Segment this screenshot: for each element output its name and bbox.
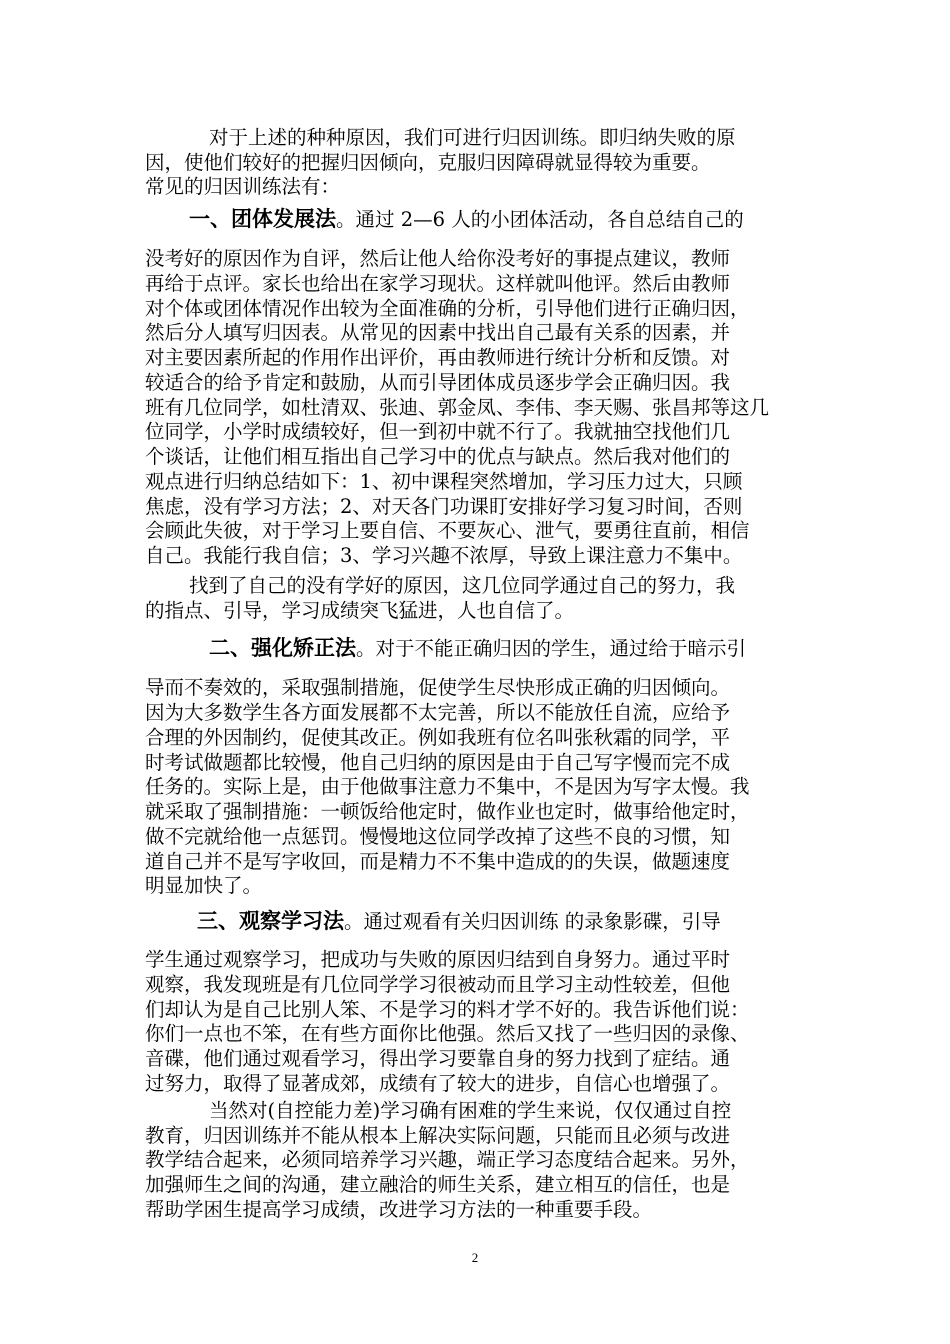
text-line: 过努力，取得了显著成郊，成绩有了较大的进步，自信心也增强了。 (145, 1072, 731, 1095)
section-heading: 三、观察学习法 (197, 909, 344, 933)
text-line: 常见的归因训练法有： (145, 175, 341, 198)
text-line: 道自己并不是写字收回，而是精力不不集中造成的的失误，做题速度 (145, 850, 731, 873)
section-2-first-line (209, 636, 746, 661)
text-line: 再给于点评。家长也给出在家学习现状。这样就叫他评。然后由教师 (145, 272, 731, 295)
text-line: 对于上述的种种原因，我们可进行归因训练。即归纳失败的原 (209, 126, 736, 149)
text-line: 对主要因素所起的作用作出评价，再由教师进行统计分析和反馈。对 (145, 346, 731, 369)
section-heading: 一、团体发展法 (189, 207, 336, 231)
text-line: 帮助学困生提高学习成绩，改进学习方法的一种重要手段。 (145, 1198, 653, 1221)
page-number: 2 (471, 1250, 479, 1265)
text-span: 。通过观看有关归因训练 的录象影碟，引导 (344, 910, 721, 933)
text-line: 导而不奏效的，采取强制措施，促使学生尽快形成正确的归因倾向。 (145, 676, 731, 699)
text-line: 观点进行归纳总结如下：1、初中课程突然增加，学习压力过大，只顾 (145, 470, 743, 493)
text-line: 观察，我发现班是有几位同学学习很被动而且学习主动性较差，但他 (145, 973, 731, 996)
text-line: 的指点、引导，学习成绩突飞猛进，人也自信了。 (145, 599, 575, 622)
text-line: 教育，归因训练并不能从根本上解决实际问题，只能而且必须与改进 (145, 1124, 731, 1147)
text-line: 做不完就给他一点惩罚。慢慢地这位同学改掉了这些不良的习惯，知 (145, 825, 731, 848)
text-line: 没考好的原因作为自评，然后让他人给你没考好的事提点建议，教师 (145, 247, 731, 270)
text-span: 。通过 2—6 人的小团体活动，各自总结自己的 (336, 208, 744, 231)
text-line: 自己。我能行我自信；3、学习兴趣不浓厚，导致上课注意力不集中。 (145, 544, 743, 567)
text-line: 较适合的给予肯定和鼓励，从而引导团体成员逐步学会正确归因。我 (145, 371, 731, 394)
text-line: 音碟，他们通过观看学习，得出学习要靠自身的努力找到了症结。通 (145, 1047, 731, 1070)
text-line: 时考试做题都比较慢，他自己归纳的原因是由于自己写字慢而完不成 (145, 751, 731, 774)
text-line: 明显加快了。 (145, 874, 263, 897)
text-line: 们却认为是自己比别人笨、不是学习的料才学不好的。我告诉他们说： (145, 998, 750, 1021)
text-line: 合理的外因制约，促使其改正。例如我班有位名叫张秋霜的同学，平 (145, 726, 731, 749)
text-line: 因，使他们较好的把握归因倾向，克服归因障碍就显得较为重要。 (145, 151, 711, 174)
text-line: 会顾此失彼，对于学习上要自信、不要灰心、泄气，要勇往直前，相信 (145, 519, 750, 542)
text-line: 然后分人填写归因表。从常见的因素中找出自己最有关系的因素，并 (145, 321, 731, 344)
text-line: 对个体或团体情况作出较为全面准确的分析，引导他们进行正确归因， (145, 297, 750, 320)
text-line: 找到了自己的没有学好的原因，这几位同学通过自己的努力，我 (189, 574, 736, 597)
section-3-first-line (197, 909, 721, 934)
section-1-first-line (189, 207, 744, 232)
text-line: 因为大多数学生各方面发展都不太完善，所以不能放任自流，应给予 (145, 701, 731, 724)
text-line: 学生通过观察学习，把成功与失败的原因归结到自身努力。通过平时 (145, 948, 731, 971)
text-line: 就采取了强制措施：一顿饭给他定时，做作业也定时，做事给他定时， (145, 800, 750, 823)
text-span: 。对于不能正确归因的学生，通过给于暗示引 (356, 637, 747, 660)
text-line: 任务的。实际上是，由于他做事注意力不集中，不是因为写字太慢。我 (145, 775, 750, 798)
text-line: 当然对(自控能力差)学习确有困难的学生来说，仅仅通过自控 (209, 1099, 732, 1122)
text-line: 位同学，小学时成绩较好，但一到初中就不行了。我就抽空找他们几 (145, 420, 731, 443)
text-line: 焦虑，没有学习方法；2、对天各门功课盯安排好学习复习时间，否则 (145, 495, 743, 518)
text-line: 教学结合起来，必须同培养学习兴趣，端正学习态度结合起来。另外， (145, 1148, 750, 1171)
text-line: 个谈话，让他们相互指出自己学习中的优点与缺点。然后我对他们的 (145, 445, 731, 468)
text-line: 班有几位同学，如杜清双、张迪、郭金凤、李伟、李天赐、张昌邦等这几 (145, 396, 770, 419)
text-line: 加强师生之间的沟通，建立融洽的师生关系，建立相互的信任，也是 (145, 1173, 731, 1196)
section-heading: 二、强化矫正法 (209, 636, 356, 660)
text-line: 你们一点也不笨，在有些方面你比他强。然后又找了一些归因的录像、 (145, 1022, 750, 1045)
